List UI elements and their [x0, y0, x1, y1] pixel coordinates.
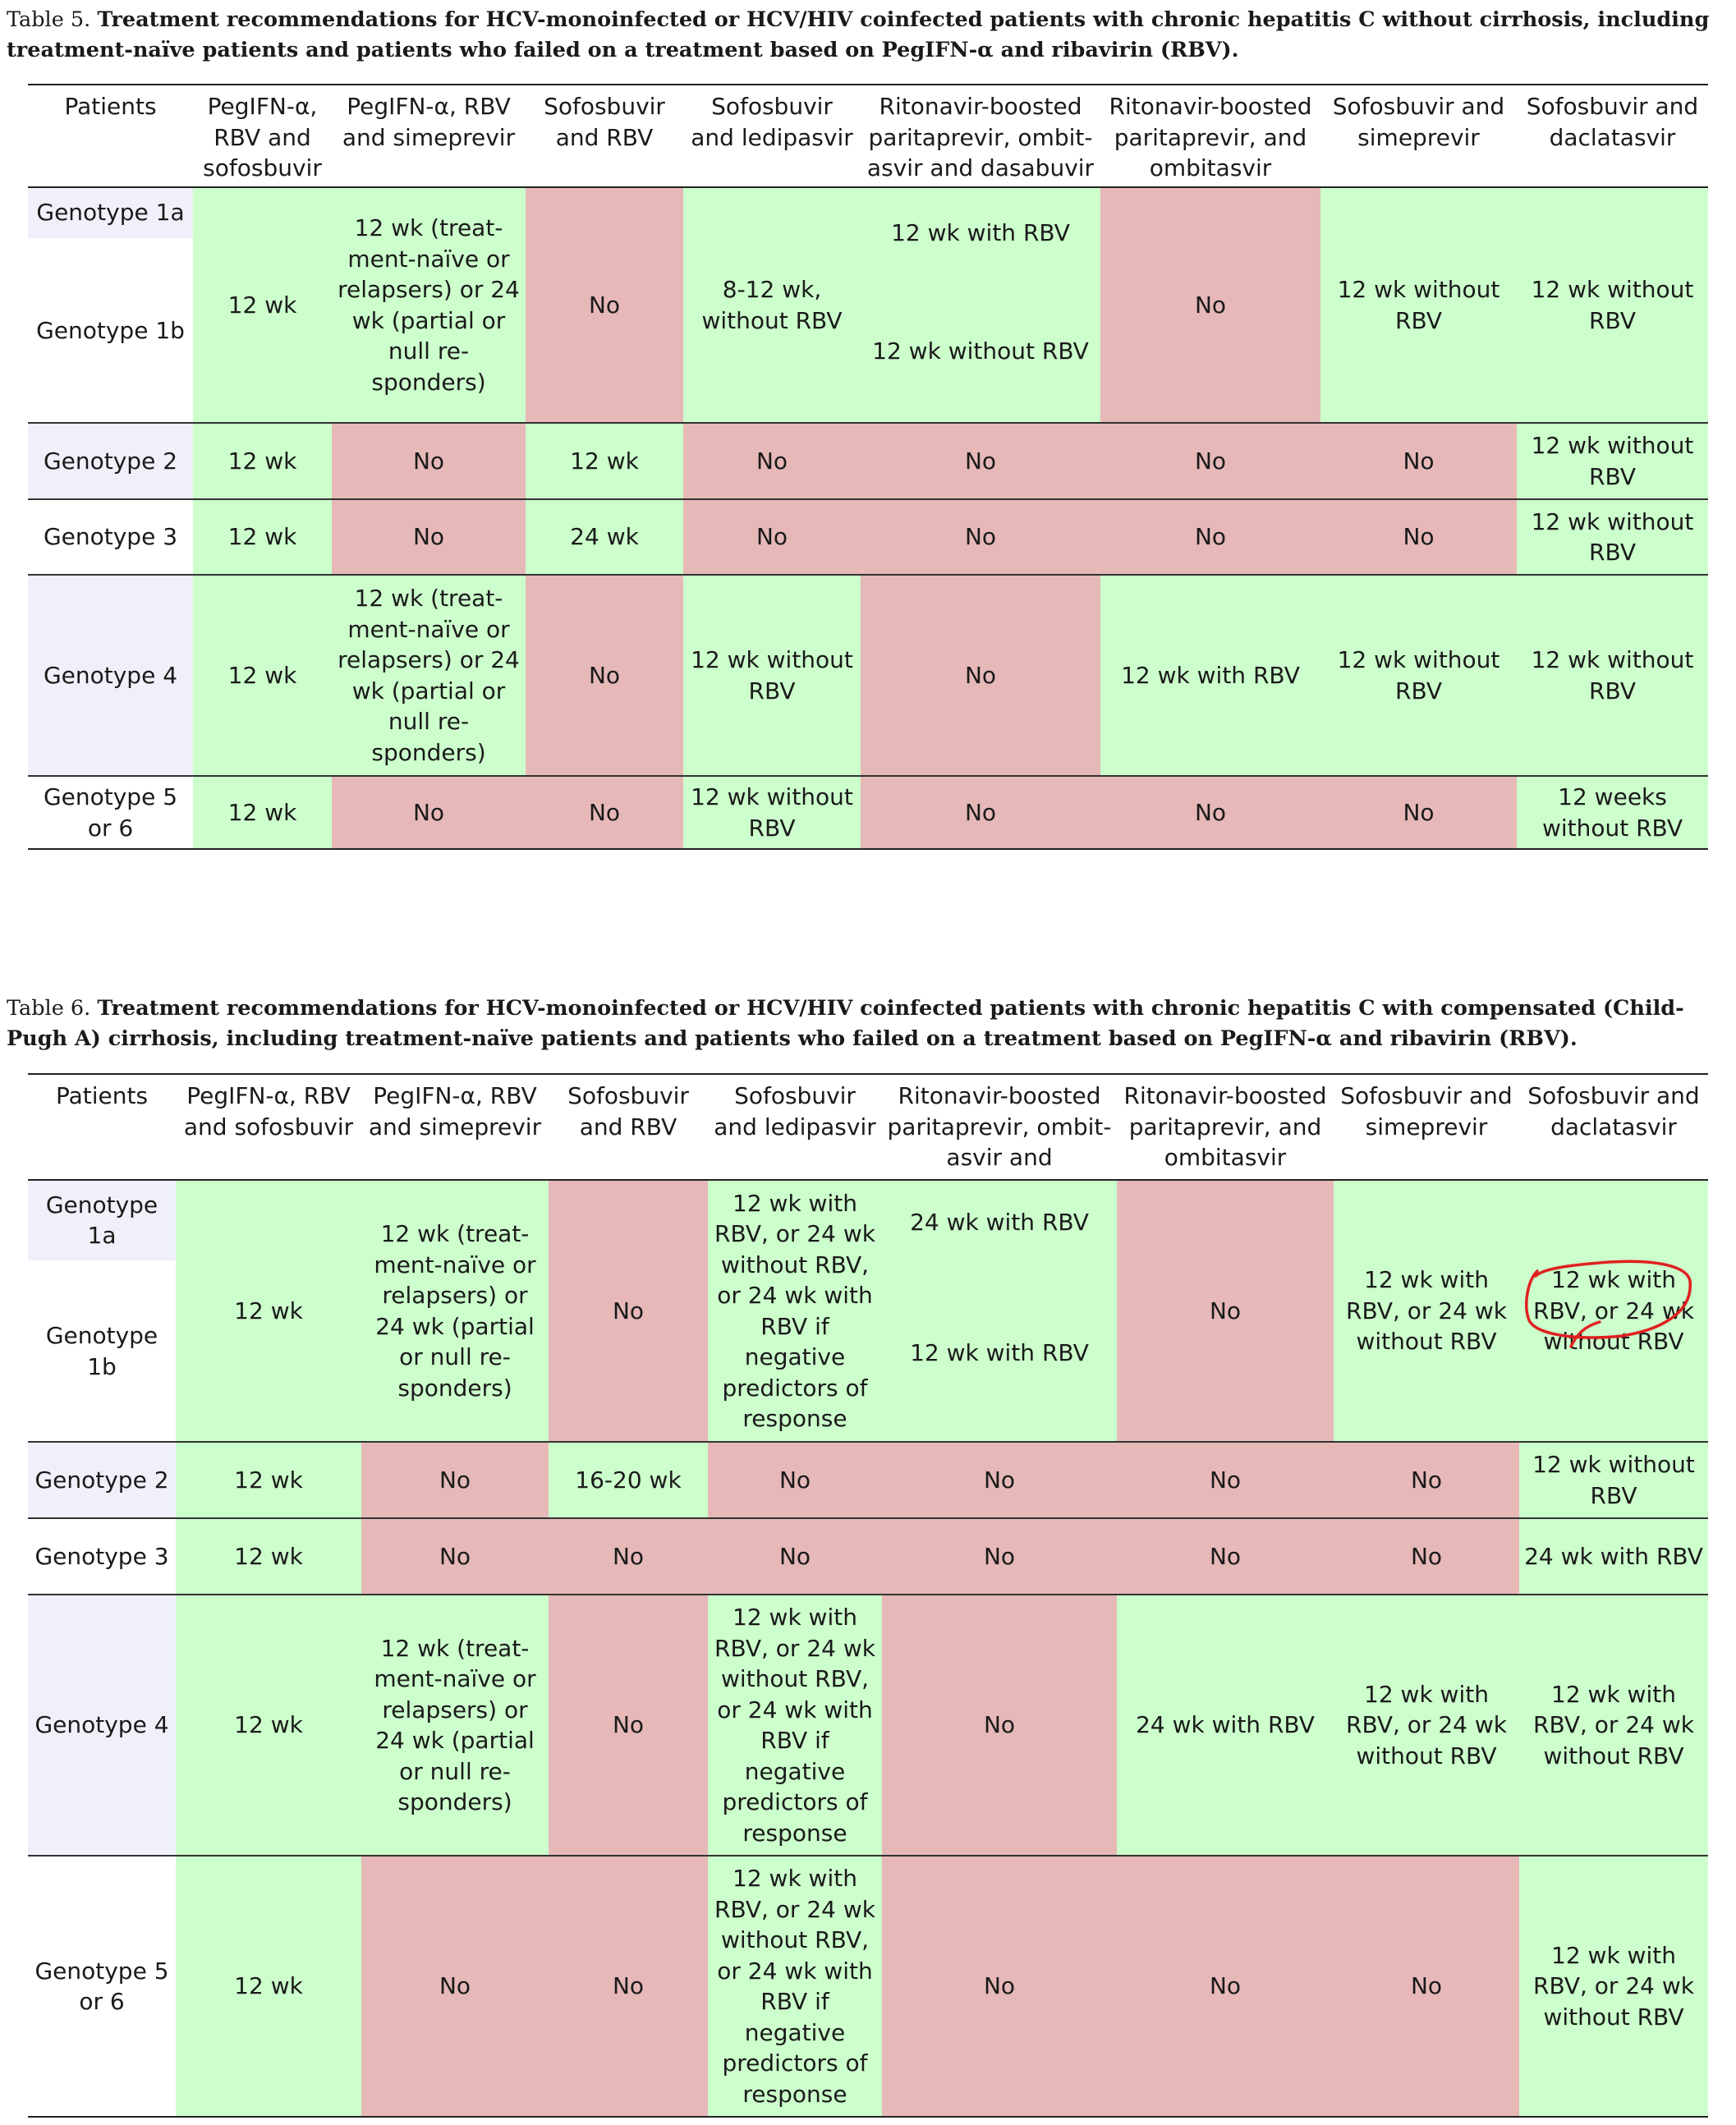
- table-cell: No: [882, 1856, 1117, 2117]
- header-cell: PegIFN-α, RBV and simeprevir: [368, 1082, 542, 1141]
- table-cell: No: [861, 575, 1100, 776]
- table-cell: No: [1100, 423, 1320, 499]
- table-cell: 12 wk without RBV: [1320, 187, 1517, 423]
- table-cell: 12 wk (treat-ment-naïve or relapsers) or 24 wk (partial or null re-sponders): [332, 575, 526, 776]
- table-cell: 12 wk with RBV: [861, 187, 1100, 279]
- row-label-cell: Genotype 1b: [28, 1260, 176, 1442]
- table-cell: No: [1334, 1442, 1519, 1518]
- table-cell: No: [861, 499, 1100, 575]
- table-cell: No: [1320, 499, 1517, 575]
- table-cell: No: [332, 499, 526, 575]
- table-cell: 12 wk without RBV: [683, 776, 861, 849]
- header-cell: Sofosbuvir and RBV: [567, 1082, 689, 1141]
- table-rule: [28, 574, 1708, 576]
- table6-caption-label: Table 6.: [7, 996, 91, 1021]
- table-cell: No: [1320, 423, 1517, 499]
- table-cell: 12 wk with RBV: [1100, 575, 1320, 776]
- table-cell: 24 wk with RBV: [882, 1180, 1117, 1264]
- table-cell: 12 wk with RBV, or 24 wk without RBV, or 24 wk with RBV if negative predictors of response: [708, 1180, 882, 1442]
- header-cell: Sofosbuvir and simeprevir: [1340, 1082, 1513, 1141]
- table-cell: 12 wk: [193, 499, 332, 575]
- table-cell: No: [1117, 1518, 1334, 1595]
- table-cell: No: [549, 1595, 708, 1856]
- table-cell: No: [1117, 1442, 1334, 1518]
- table-rule: [28, 775, 1708, 777]
- header-cell: Sofosbuvir and ledipasvir: [714, 1082, 876, 1141]
- table-rule: [28, 1073, 1708, 1075]
- table-cell: 12 wk without RBV: [1517, 187, 1708, 423]
- table-cell: No: [861, 776, 1100, 849]
- table-cell: No: [1117, 1180, 1334, 1442]
- header-cell: Ritonavir-boosted paritaprevir, and ombitasvir: [1123, 1082, 1327, 1171]
- table-cell: No: [332, 423, 526, 499]
- header-cell: Ritonavir-boosted paritaprevir, ombit-asvir and: [887, 1082, 1112, 1171]
- table-rule: [28, 84, 1708, 85]
- table-cell: No: [526, 575, 683, 776]
- table-cell: 12 weeks without RBV: [1517, 776, 1708, 849]
- table5-caption-text: Treatment recommendations for HCV-monoinfected or HCV/HIV coinfected patients with chronic hepatitis C without cirrhosis, including treatment-naïve patients and patients who failed on a treatment based on PegIFN-α and ribavirin (RBV).: [7, 7, 1710, 62]
- table-cell: No: [1100, 499, 1320, 575]
- header-cell: Sofosbuvir and daclatasvir: [1527, 1082, 1700, 1141]
- header-cell: Patients: [64, 93, 157, 120]
- row-label-cell: Genotype 4: [28, 1595, 176, 1856]
- table-cell: No: [882, 1442, 1117, 1518]
- table-cell: 16-20 wk: [549, 1442, 708, 1518]
- table-rule: [28, 848, 1708, 850]
- table-rule: [28, 1179, 1708, 1181]
- table-cell: 12 wk: [176, 1180, 361, 1442]
- table-rule: [28, 1517, 1708, 1519]
- table-cell: 12 wk: [193, 423, 332, 499]
- table-cell: 12 wk with RBV, or 24 wk without RBV, or 24 wk with RBV if negative predictors of response: [708, 1595, 882, 1856]
- header-cell: PegIFN-α, RBV and sofosbuvir: [183, 1082, 354, 1141]
- table-cell: No: [361, 1442, 549, 1518]
- table-cell: 12 wk without RBV: [683, 575, 861, 776]
- table-cell: 12 wk with RBV, or 24 wk without RBV, or 24 wk with RBV if negative predictors of response: [708, 1856, 882, 2117]
- table-cell: 24 wk: [526, 499, 683, 575]
- table-cell: No: [882, 1595, 1117, 1856]
- table-cell: No: [526, 776, 683, 849]
- header-cell: Ritonavir-boosted paritaprevir, and ombitasvir: [1109, 93, 1312, 181]
- table-cell: 12 wk without RBV: [1517, 423, 1708, 499]
- table-rule: [28, 2116, 1708, 2118]
- table-cell: 12 wk: [176, 1518, 361, 1595]
- table-rule: [28, 1441, 1708, 1443]
- table-cell: No: [1100, 776, 1320, 849]
- row-label-cell: Genotype 5 or 6: [28, 1856, 176, 2117]
- table-cell: 12 wk with RBV, or 24 wk without RBV: [1334, 1595, 1519, 1856]
- header-cell: Ritonavir-boosted paritaprevir, ombit-asvir and dasabuvir: [866, 93, 1095, 181]
- table-cell: No: [549, 1180, 708, 1442]
- table-cell: No: [861, 423, 1100, 499]
- row-label-cell: Genotype 1b: [28, 238, 193, 423]
- table-cell: 12 wk with RBV: [882, 1264, 1117, 1442]
- table-cell: 12 wk without RBV: [861, 279, 1100, 423]
- table-rule: [28, 186, 1708, 188]
- row-label-cell: Genotype 3: [28, 499, 193, 575]
- row-label-cell: Genotype 2: [28, 1442, 176, 1518]
- row-label-cell: Genotype 3: [28, 1518, 176, 1595]
- table-cell: 12 wk without RBV: [1517, 499, 1708, 575]
- table-cell: No: [361, 1856, 549, 2117]
- table-cell: 12 wk: [193, 187, 332, 423]
- table-rule: [28, 1855, 1708, 1857]
- row-label-cell: Genotype 1a: [28, 187, 193, 238]
- table-cell: 12 wk: [176, 1595, 361, 1856]
- table-cell: 12 wk with RBV, or 24 wk without RBV: [1519, 1595, 1708, 1856]
- header-cell: PegIFN-α, RBV and sofosbuvir: [203, 93, 322, 181]
- table-rule: [28, 1594, 1708, 1595]
- table-cell: 12 wk: [176, 1856, 361, 2117]
- table-cell: 24 wk with RBV: [1117, 1595, 1334, 1856]
- table-cell: 12 wk: [526, 423, 683, 499]
- header-cell: Sofosbuvir and ledipasvir: [691, 93, 853, 151]
- table5-caption: [7, 5, 1729, 66]
- table-cell: No: [683, 499, 861, 575]
- table-cell: No: [1334, 1518, 1519, 1595]
- table-cell: 12 wk with RBV, or 24 wk without RBV: [1519, 1856, 1708, 2117]
- table-cell: No: [1117, 1856, 1334, 2117]
- table-cell: 12 wk with RBV, or 24 wk without RBV: [1334, 1180, 1519, 1442]
- header-cell: Patients: [55, 1082, 149, 1109]
- table-cell: No: [526, 187, 683, 423]
- table-cell: 12 wk with RBV, or 24 wk without RBV: [1519, 1180, 1708, 1442]
- table-cell: No: [1320, 776, 1517, 849]
- table-cell: No: [332, 776, 526, 849]
- table-cell: No: [549, 1856, 708, 2117]
- table-cell: 12 wk without RBV: [1320, 575, 1517, 776]
- table-cell: No: [361, 1518, 549, 1595]
- table6-caption: [7, 994, 1729, 1054]
- table-cell: 12 wk: [193, 776, 332, 849]
- table-cell: No: [1334, 1856, 1519, 2117]
- row-label-cell: Genotype 2: [28, 423, 193, 499]
- header-cell: Sofosbuvir and RBV: [544, 93, 665, 151]
- table-rule: [28, 498, 1708, 500]
- table-cell: No: [882, 1518, 1117, 1595]
- table-cell: 12 wk without RBV: [1517, 575, 1708, 776]
- table-cell: 12 wk: [193, 575, 332, 776]
- table-cell: 8-12 wk, without RBV: [683, 187, 861, 423]
- row-label-cell: Genotype 5 or 6: [28, 776, 193, 849]
- table5-caption-label: Table 5.: [7, 7, 91, 32]
- table-cell: 12 wk: [176, 1442, 361, 1518]
- row-label-cell: Genotype 1a: [28, 1180, 176, 1260]
- table-cell: No: [708, 1442, 882, 1518]
- table-cell: 12 wk (treat-ment-naïve or relapsers) or 24 wk (partial or null re-sponders): [361, 1180, 549, 1442]
- table-cell: 12 wk without RBV: [1519, 1442, 1708, 1518]
- table-cell: No: [549, 1518, 708, 1595]
- table-cell: 12 wk (treat-ment-naïve or relapsers) or 24 wk (partial or null re-sponders): [361, 1595, 549, 1856]
- row-label-cell: Genotype 4: [28, 575, 193, 776]
- table-cell: No: [708, 1518, 882, 1595]
- table-cell: 24 wk with RBV: [1519, 1518, 1708, 1595]
- header-cell: Sofosbuvir and daclatasvir: [1526, 93, 1699, 151]
- header-cell: Sofosbuvir and simeprevir: [1332, 93, 1505, 151]
- table-cell: No: [1100, 187, 1320, 423]
- table-cell: 12 wk (treat-ment-naïve or relapsers) or 24 wk (partial or null re-sponders): [332, 187, 526, 423]
- table6-caption-text: Treatment recommendations for HCV-monoinfected or HCV/HIV coinfected patients with chronic hepatitis C with compensated (Child-Pugh A) cirrhosis, including treatment-naïve patients and patients who failed on a treatment based on PegIFN-α and ribavirin (RBV).: [7, 996, 1684, 1051]
- table-rule: [28, 422, 1708, 424]
- table-cell: No: [683, 423, 861, 499]
- header-cell: PegIFN-α, RBV and simeprevir: [342, 93, 516, 151]
